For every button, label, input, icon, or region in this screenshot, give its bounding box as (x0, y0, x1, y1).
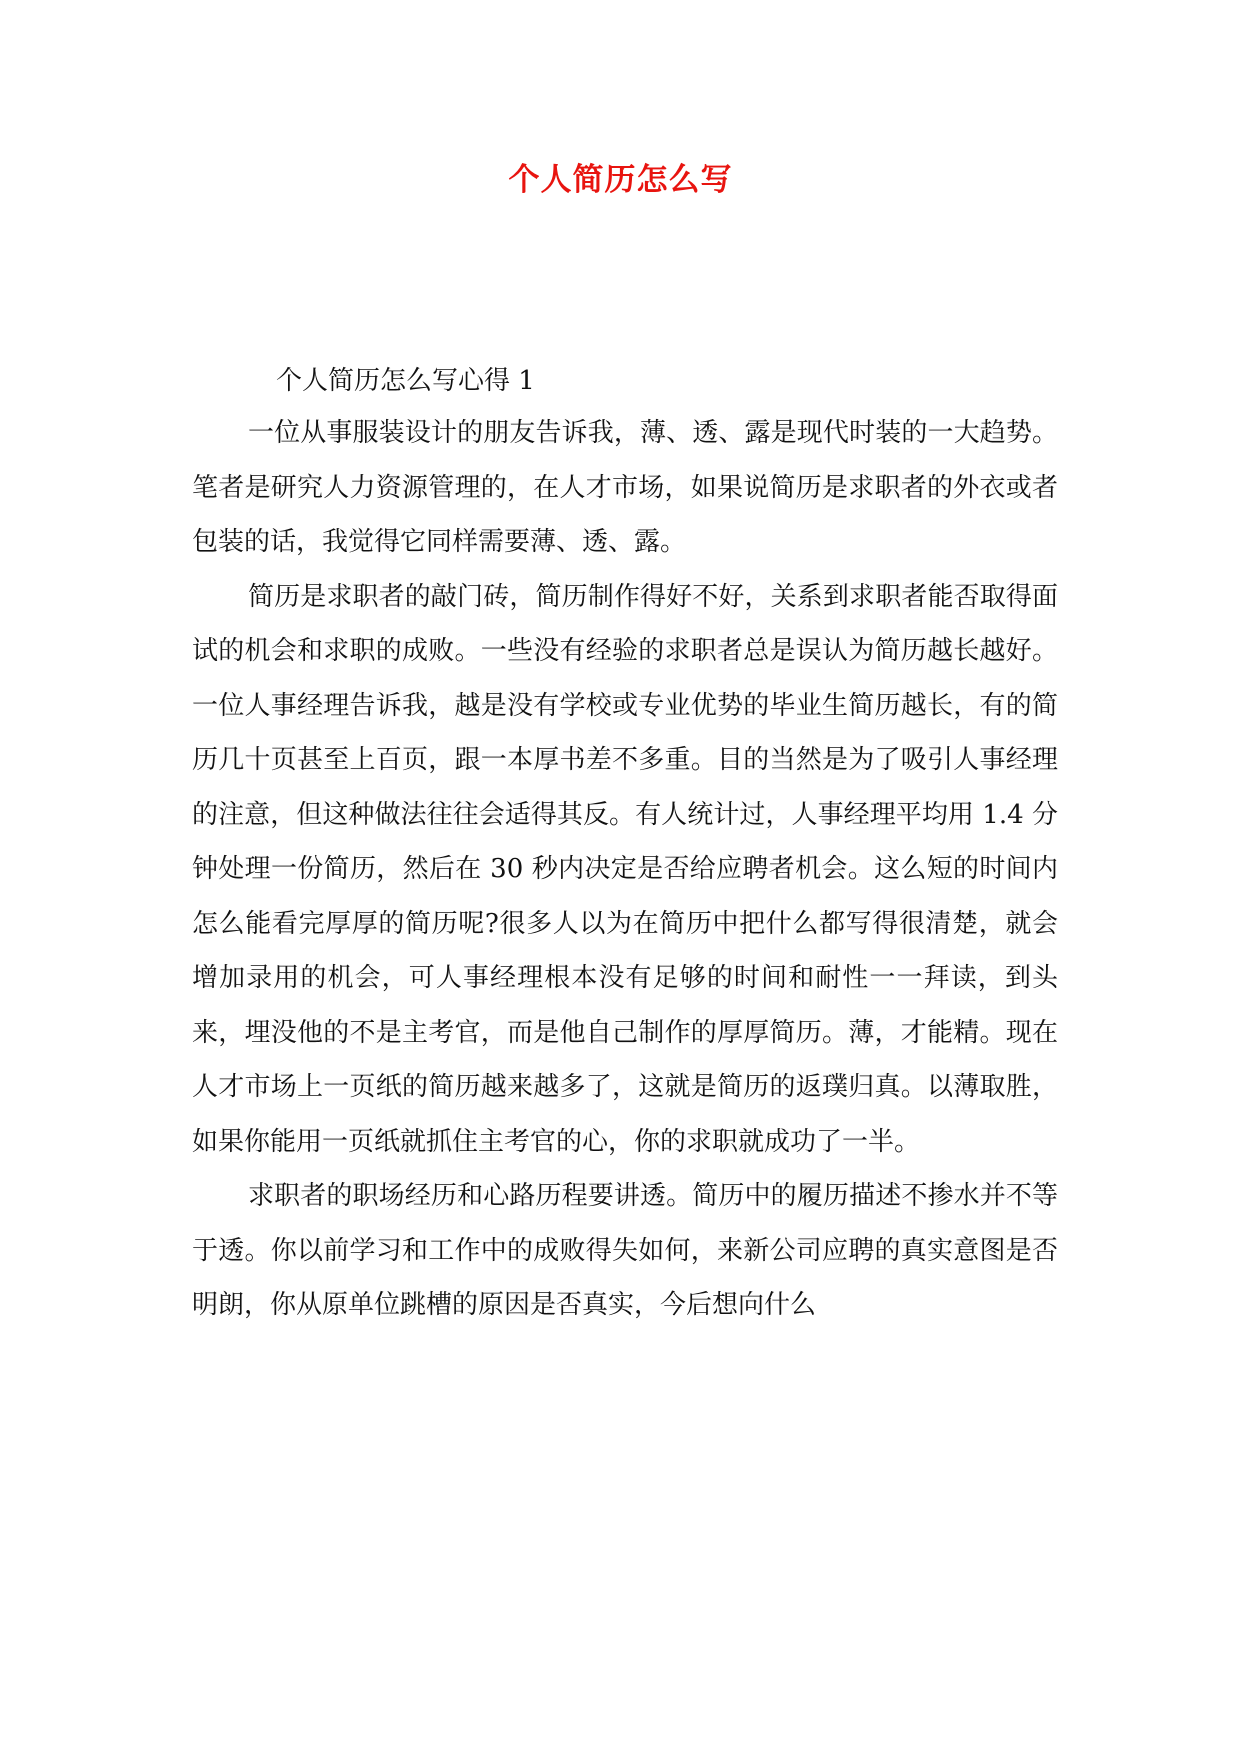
section-heading: 个人简历怎么写心得 1 (276, 366, 535, 396)
paragraph-2: 简历是求职者的敲门砖，简历制作得好不好，关系到求职者能否取得面试的机会和求职的成败。一些没有经验的求职者总是误认为简历越长越好。一位人事经理告诉我，越是没有学校或专业优势的毕业生简历越长，有的简历几十页甚至上百页，跟一本厚书差不多重。目的当然是为了吸引人事经理的注意，但这种做法往往会适得其反。有人统计过，人事经理平均用 1.4 分钟处理一份简历，然后在 30 秒内决定是否给应聘者机会。这么短的时间内怎么能看完厚厚的简历呢?很多人以为在简历中把什么都写得很清楚，就会增加录用的机会，可人事经理根本没有足够的时间和耐性一一拜读，到头来，埋没他的不是主考官，而是他自己制作的厚厚简历。薄，才能精。现在人才市场上一页纸的简历越来越多了，这就是简历的返璞归真。以薄取胜，如果你能用一页纸就抓住主考官的心，你的求职就成功了一半。 (192, 581, 1058, 1157)
document-body (192, 356, 1058, 1333)
paragraph-1: 一位从事服装设计的朋友告诉我，薄、透、露是现代时装的一大趋势。笔者是研究人力资源管理的，在人才市场，如果说简历是求职者的外衣或者包装的话，我觉得它同样需要薄、透、露。 (192, 418, 1058, 557)
document-title: 个人简历怎么写 (508, 162, 733, 198)
paragraph-3: 求职者的职场经历和心路历程要讲透。简历中的履历描述不掺水并不等于透。你以前学习和工作中的成败得失如何，来新公司应聘的真实意图是否明朗，你从原单位跳槽的原因是否真实，今后想向什么 (192, 1181, 1058, 1320)
